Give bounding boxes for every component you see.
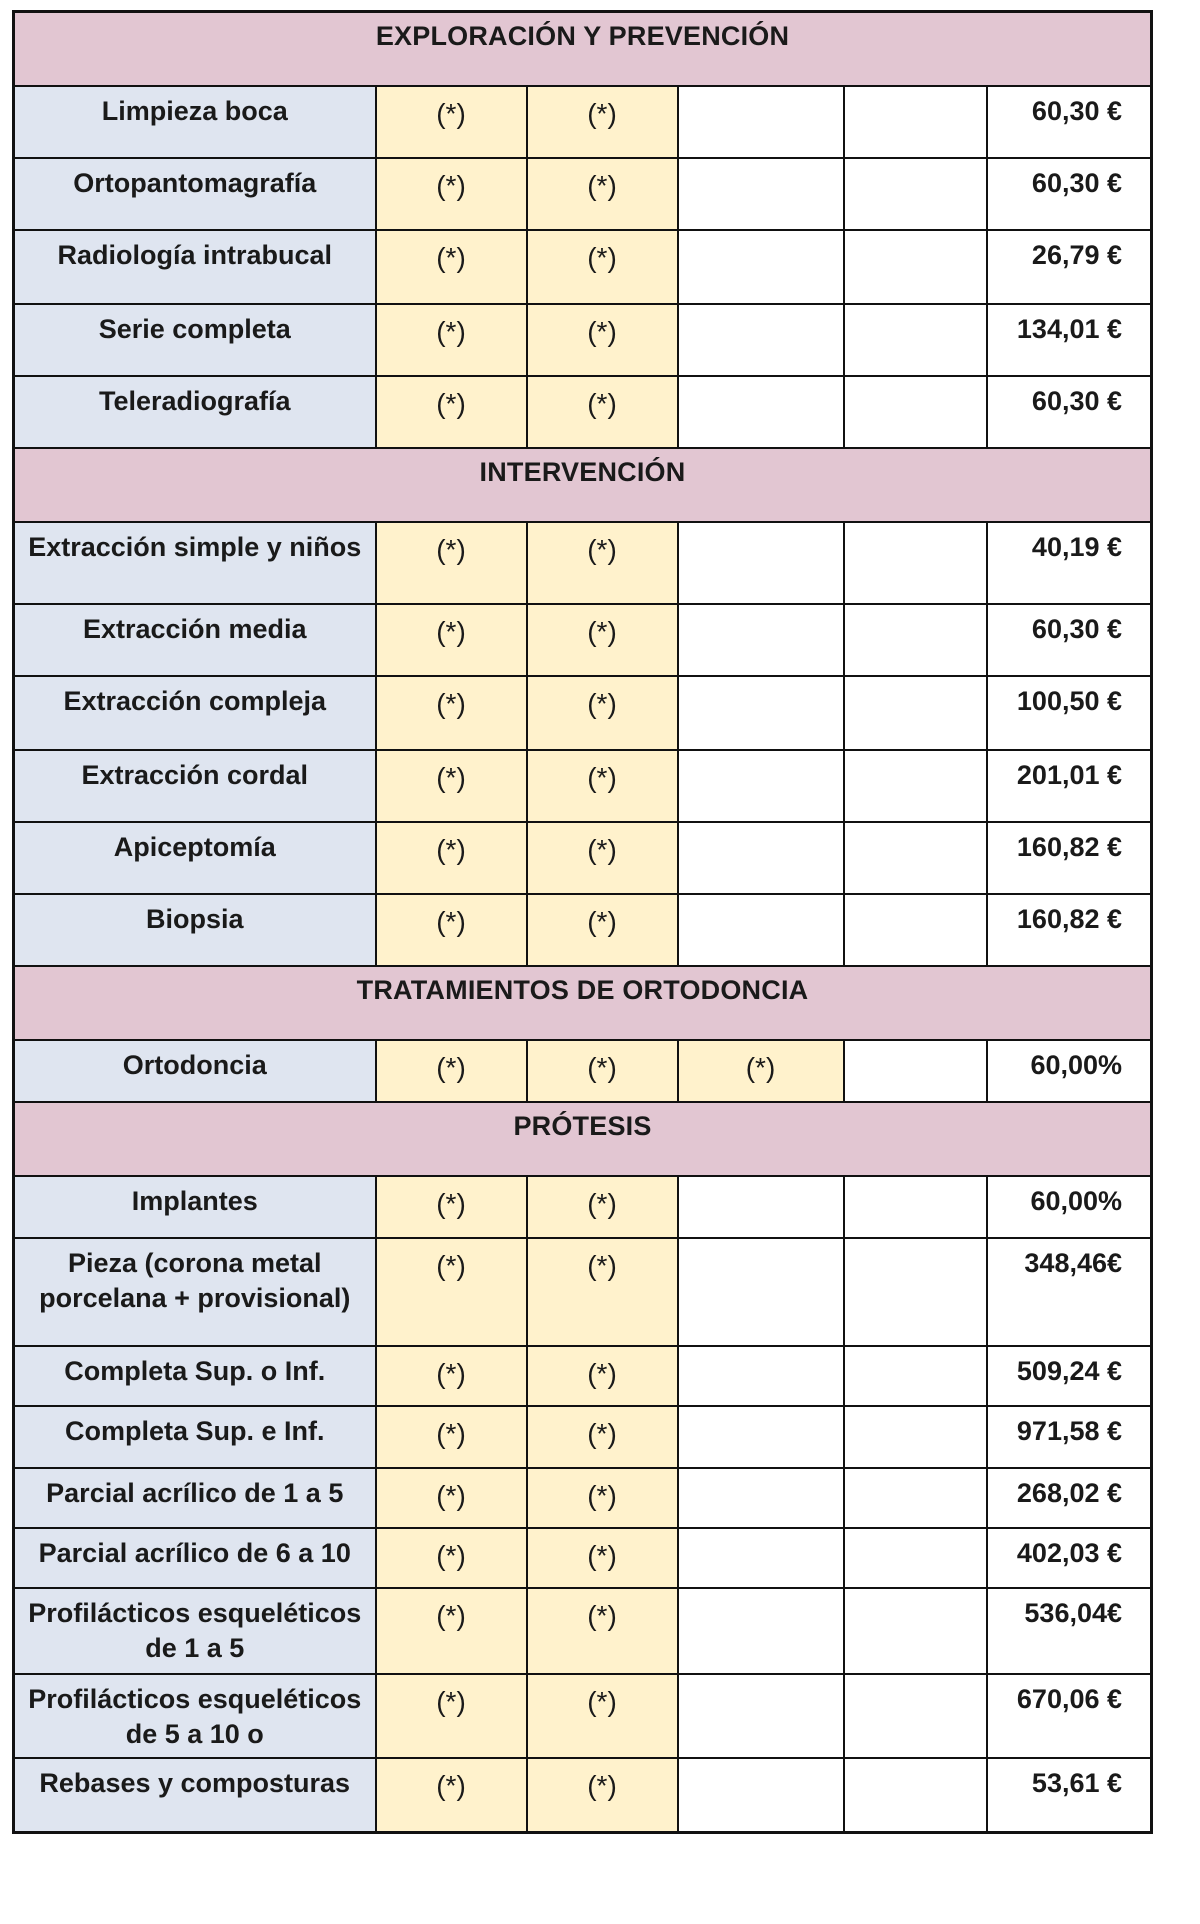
treatment-name-cell: Profilácticos esqueléticos de 1 a 5 <box>14 1588 376 1674</box>
coverage-mark-cell-1: (*) <box>376 158 527 230</box>
empty-cell <box>844 86 987 158</box>
coverage-mark-cell-2: (*) <box>527 230 678 304</box>
price-cell: 402,03 € <box>987 1528 1152 1588</box>
coverage-mark-cell-1: (*) <box>376 894 527 966</box>
treatment-name-cell: Radiología intrabucal <box>14 230 376 304</box>
table-row <box>14 1758 1152 1832</box>
treatment-name-cell: Extracción cordal <box>14 750 376 822</box>
empty-cell <box>844 1758 987 1832</box>
coverage-mark-cell-3 <box>678 822 844 894</box>
coverage-mark-cell-1: (*) <box>376 1176 527 1238</box>
coverage-mark-cell-3 <box>678 894 844 966</box>
coverage-mark-cell-2: (*) <box>527 822 678 894</box>
coverage-mark-cell-3 <box>678 522 844 604</box>
treatment-name-cell: Pieza (corona metal porcelana + provisional) <box>14 1238 376 1346</box>
treatment-name-cell: Apiceptomía <box>14 822 376 894</box>
empty-cell <box>844 304 987 376</box>
empty-cell <box>844 230 987 304</box>
coverage-mark-cell-2: (*) <box>527 676 678 750</box>
coverage-mark-cell-1: (*) <box>376 822 527 894</box>
coverage-mark-cell-3 <box>678 304 844 376</box>
treatment-name-cell: Completa Sup. o Inf. <box>14 1346 376 1406</box>
empty-cell <box>844 1346 987 1406</box>
price-cell: 60,30 € <box>987 86 1152 158</box>
coverage-mark-cell-2: (*) <box>527 1406 678 1468</box>
empty-cell <box>844 1406 987 1468</box>
section-header-row <box>14 448 1152 522</box>
coverage-mark-cell-1: (*) <box>376 604 527 676</box>
coverage-mark-cell-1: (*) <box>376 522 527 604</box>
treatment-name-cell: Implantes <box>14 1176 376 1238</box>
table-row <box>14 1040 1152 1102</box>
coverage-mark-cell-1: (*) <box>376 86 527 158</box>
coverage-mark-cell-2: (*) <box>527 522 678 604</box>
empty-cell <box>844 822 987 894</box>
price-cell: 160,82 € <box>987 894 1152 966</box>
coverage-mark-cell-2: (*) <box>527 1040 678 1102</box>
coverage-mark-cell-1: (*) <box>376 1528 527 1588</box>
treatment-name-cell: Parcial acrílico de 1 a 5 <box>14 1468 376 1528</box>
table-row <box>14 1528 1152 1588</box>
coverage-mark-cell-1: (*) <box>376 304 527 376</box>
section-title: PRÓTESIS <box>14 1102 1152 1176</box>
coverage-mark-cell-2: (*) <box>527 158 678 230</box>
coverage-mark-cell-2: (*) <box>527 1238 678 1346</box>
coverage-mark-cell-2: (*) <box>527 86 678 158</box>
empty-cell <box>844 604 987 676</box>
price-cell: 60,30 € <box>987 376 1152 448</box>
treatment-name-cell: Extracción compleja <box>14 676 376 750</box>
price-cell: 971,58 € <box>987 1406 1152 1468</box>
table-row <box>14 376 1152 448</box>
price-cell: 60,30 € <box>987 158 1152 230</box>
table-row <box>14 1238 1152 1346</box>
treatment-name-cell: Teleradiografía <box>14 376 376 448</box>
empty-cell <box>844 894 987 966</box>
empty-cell <box>844 1238 987 1346</box>
coverage-mark-cell-3 <box>678 230 844 304</box>
section-title: INTERVENCIÓN <box>14 448 1152 522</box>
coverage-mark-cell-3 <box>678 1588 844 1674</box>
coverage-mark-cell-1: (*) <box>376 1406 527 1468</box>
empty-cell <box>844 1176 987 1238</box>
coverage-mark-cell-3 <box>678 750 844 822</box>
table-row <box>14 1406 1152 1468</box>
price-cell: 536,04€ <box>987 1588 1152 1674</box>
price-cell: 670,06 € <box>987 1674 1152 1758</box>
coverage-mark-cell-1: (*) <box>376 1674 527 1758</box>
price-cell: 53,61 € <box>987 1758 1152 1832</box>
section-header-row <box>14 966 1152 1040</box>
table-row <box>14 86 1152 158</box>
price-cell: 201,01 € <box>987 750 1152 822</box>
treatment-name-cell: Ortopantomagrafía <box>14 158 376 230</box>
price-cell: 26,79 € <box>987 230 1152 304</box>
treatment-name-cell: Biopsia <box>14 894 376 966</box>
coverage-mark-cell-3 <box>678 676 844 750</box>
coverage-mark-cell-3 <box>678 158 844 230</box>
coverage-mark-cell-1: (*) <box>376 230 527 304</box>
coverage-mark-cell-3 <box>678 86 844 158</box>
coverage-mark-cell-1: (*) <box>376 1238 527 1346</box>
section-header-row <box>14 12 1152 87</box>
price-cell: 60,30 € <box>987 604 1152 676</box>
coverage-mark-cell-3 <box>678 376 844 448</box>
coverage-mark-cell-2: (*) <box>527 1588 678 1674</box>
coverage-mark-cell-2: (*) <box>527 750 678 822</box>
table-row <box>14 522 1152 604</box>
coverage-mark-cell-3 <box>678 1406 844 1468</box>
table-row <box>14 230 1152 304</box>
treatment-name-cell: Extracción simple y niños <box>14 522 376 604</box>
coverage-mark-cell-3: (*) <box>678 1040 844 1102</box>
coverage-mark-cell-2: (*) <box>527 1758 678 1832</box>
treatment-name-cell: Serie completa <box>14 304 376 376</box>
table-row <box>14 304 1152 376</box>
coverage-mark-cell-3 <box>678 604 844 676</box>
table-row <box>14 1468 1152 1528</box>
empty-cell <box>844 1674 987 1758</box>
coverage-mark-cell-2: (*) <box>527 1528 678 1588</box>
treatment-name-cell: Extracción media <box>14 604 376 676</box>
coverage-mark-cell-3 <box>678 1528 844 1588</box>
coverage-mark-cell-2: (*) <box>527 1468 678 1528</box>
coverage-mark-cell-1: (*) <box>376 1040 527 1102</box>
coverage-mark-cell-3 <box>678 1468 844 1528</box>
table-row <box>14 676 1152 750</box>
empty-cell <box>844 522 987 604</box>
table-row <box>14 894 1152 966</box>
empty-cell <box>844 376 987 448</box>
price-cell: 60,00% <box>987 1040 1152 1102</box>
treatment-name-cell: Ortodoncia <box>14 1040 376 1102</box>
section-title: EXPLORACIÓN Y PREVENCIÓN <box>14 12 1152 87</box>
price-cell: 268,02 € <box>987 1468 1152 1528</box>
coverage-mark-cell-1: (*) <box>376 676 527 750</box>
coverage-mark-cell-2: (*) <box>527 1176 678 1238</box>
section-header-row <box>14 1102 1152 1176</box>
table-row <box>14 1674 1152 1758</box>
coverage-mark-cell-1: (*) <box>376 1346 527 1406</box>
price-cell: 60,00% <box>987 1176 1152 1238</box>
table-row <box>14 1176 1152 1238</box>
coverage-mark-cell-3 <box>678 1758 844 1832</box>
coverage-mark-cell-2: (*) <box>527 1346 678 1406</box>
coverage-mark-cell-2: (*) <box>527 604 678 676</box>
coverage-mark-cell-1: (*) <box>376 750 527 822</box>
table-row <box>14 1588 1152 1674</box>
section-title: TRATAMIENTOS DE ORTODONCIA <box>14 966 1152 1040</box>
empty-cell <box>844 1468 987 1528</box>
coverage-mark-cell-1: (*) <box>376 1588 527 1674</box>
coverage-mark-cell-1: (*) <box>376 1468 527 1528</box>
treatment-name-cell: Rebases y composturas <box>14 1758 376 1832</box>
treatment-name-cell: Limpieza boca <box>14 86 376 158</box>
treatment-name-cell: Completa Sup. e Inf. <box>14 1406 376 1468</box>
coverage-mark-cell-2: (*) <box>527 1674 678 1758</box>
empty-cell <box>844 158 987 230</box>
table-row <box>14 822 1152 894</box>
coverage-mark-cell-3 <box>678 1346 844 1406</box>
price-cell: 100,50 € <box>987 676 1152 750</box>
empty-cell <box>844 676 987 750</box>
price-cell: 40,19 € <box>987 522 1152 604</box>
table-row <box>14 604 1152 676</box>
treatment-name-cell: Profilácticos esqueléticos de 5 a 10 o <box>14 1674 376 1758</box>
price-cell: 509,24 € <box>987 1346 1152 1406</box>
table-row <box>14 158 1152 230</box>
coverage-mark-cell-2: (*) <box>527 376 678 448</box>
coverage-mark-cell-1: (*) <box>376 376 527 448</box>
coverage-mark-cell-3 <box>678 1238 844 1346</box>
coverage-mark-cell-2: (*) <box>527 304 678 376</box>
coverage-mark-cell-1: (*) <box>376 1758 527 1832</box>
coverage-mark-cell-3 <box>678 1674 844 1758</box>
price-cell: 134,01 € <box>987 304 1152 376</box>
price-cell: 348,46€ <box>987 1238 1152 1346</box>
empty-cell <box>844 750 987 822</box>
coverage-mark-cell-3 <box>678 1176 844 1238</box>
table-row <box>14 1346 1152 1406</box>
empty-cell <box>844 1040 987 1102</box>
price-cell: 160,82 € <box>987 822 1152 894</box>
table-row <box>14 750 1152 822</box>
coverage-mark-cell-2: (*) <box>527 894 678 966</box>
dental-tariff-table <box>12 10 1153 1834</box>
empty-cell <box>844 1588 987 1674</box>
empty-cell <box>844 1528 987 1588</box>
treatment-name-cell: Parcial acrílico de 6 a 10 <box>14 1528 376 1588</box>
